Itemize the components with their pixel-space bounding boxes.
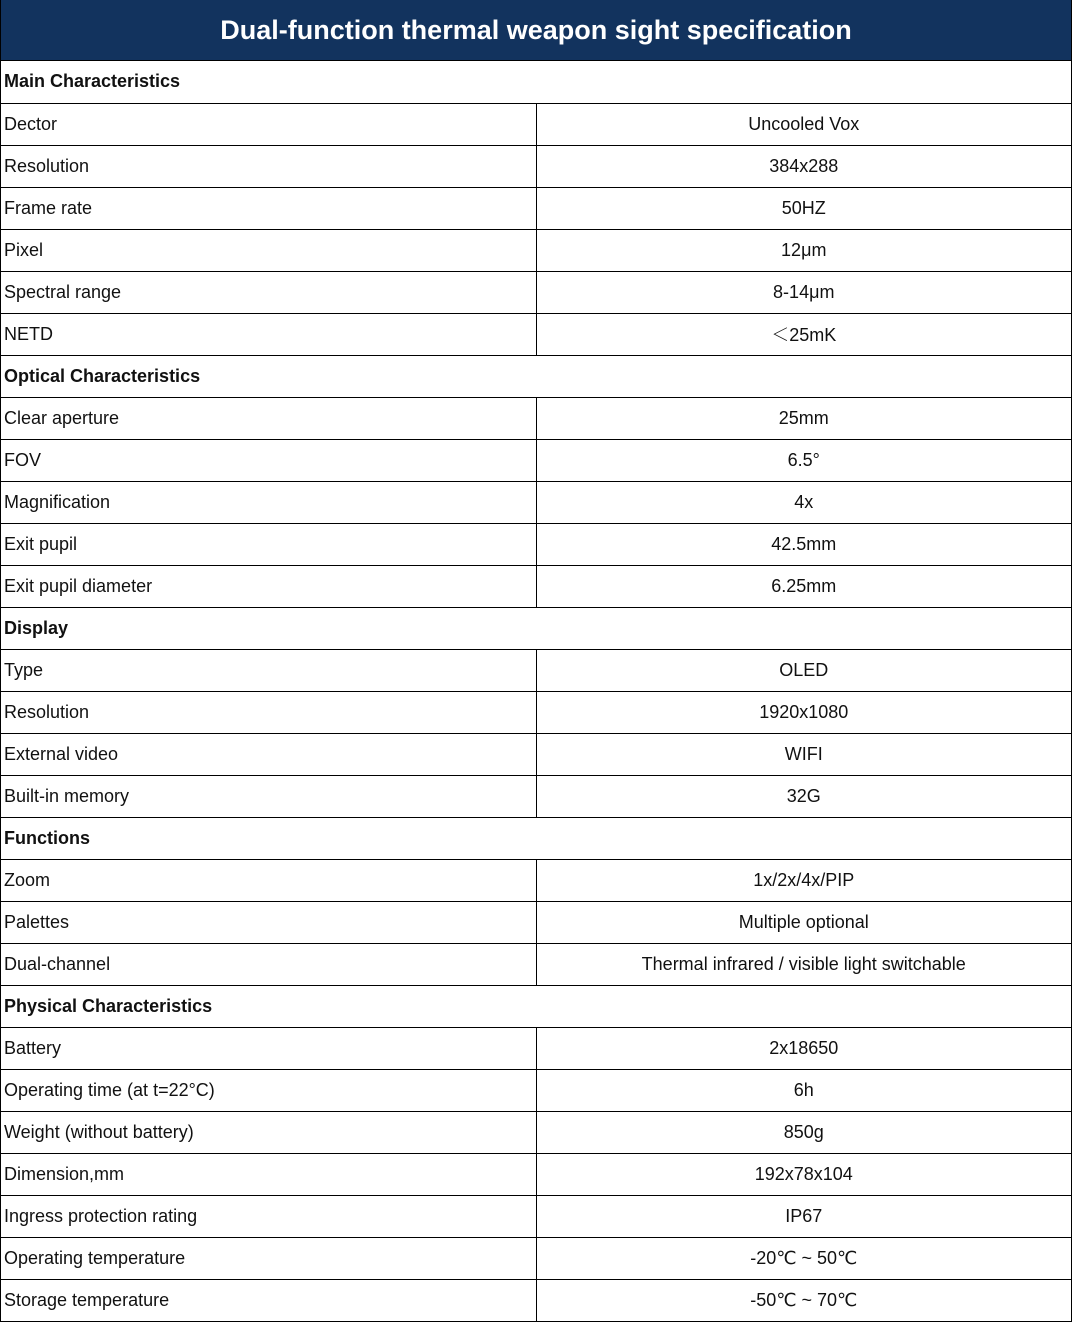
spec-row — [1, 565, 1071, 607]
section-header-row — [1, 607, 1071, 649]
section-heading: Main Characteristics — [1, 61, 1071, 103]
spec-label: Operating temperature — [1, 1237, 536, 1279]
spec-row — [1, 1195, 1071, 1237]
spec-label: Dector — [1, 103, 536, 145]
spec-value: 4x — [536, 481, 1071, 523]
spec-label: Dimension,mm — [1, 1153, 536, 1195]
spec-label: Type — [1, 649, 536, 691]
spec-row — [1, 901, 1071, 943]
section-heading: Optical Characteristics — [1, 355, 1071, 397]
spec-label: Storage temperature — [1, 1279, 536, 1321]
spec-value: Thermal infrared / visible light switchable — [536, 943, 1071, 985]
spec-row — [1, 313, 1071, 355]
spec-row — [1, 1027, 1071, 1069]
spec-row — [1, 439, 1071, 481]
spec-label: Resolution — [1, 691, 536, 733]
spec-label: Ingress protection rating — [1, 1195, 536, 1237]
section-header-row — [1, 355, 1071, 397]
spec-label: Weight (without battery) — [1, 1111, 536, 1153]
spec-label: Built-in memory — [1, 775, 536, 817]
spec-value: 1x/2x/4x/PIP — [536, 859, 1071, 901]
page-title: Dual-function thermal weapon sight specification — [1, 0, 1071, 61]
spec-label: Pixel — [1, 229, 536, 271]
spec-value: 2x18650 — [536, 1027, 1071, 1069]
spec-value: 1920x1080 — [536, 691, 1071, 733]
spec-label: Exit pupil — [1, 523, 536, 565]
spec-value: OLED — [536, 649, 1071, 691]
spec-row — [1, 691, 1071, 733]
spec-row — [1, 733, 1071, 775]
spec-row — [1, 1111, 1071, 1153]
spec-row — [1, 775, 1071, 817]
section-heading: Display — [1, 607, 1071, 649]
spec-value: 12μm — [536, 229, 1071, 271]
spec-label: Exit pupil diameter — [1, 565, 536, 607]
spec-row — [1, 1153, 1071, 1195]
spec-label: Zoom — [1, 859, 536, 901]
spec-row — [1, 523, 1071, 565]
spec-value: 25mm — [536, 397, 1071, 439]
spec-value: 384x288 — [536, 145, 1071, 187]
spec-row — [1, 943, 1071, 985]
section-header-row — [1, 61, 1071, 103]
spec-value: 32G — [536, 775, 1071, 817]
section-header-row — [1, 985, 1071, 1027]
spec-value: -20℃ ~ 50℃ — [536, 1237, 1071, 1279]
spec-row — [1, 1069, 1071, 1111]
spec-row — [1, 649, 1071, 691]
spec-label: Spectral range — [1, 271, 536, 313]
spec-row — [1, 1237, 1071, 1279]
spec-label: NETD — [1, 313, 536, 355]
spec-table-body — [1, 61, 1071, 1321]
spec-value: 6.25mm — [536, 565, 1071, 607]
spec-label: Palettes — [1, 901, 536, 943]
spec-value: 850g — [536, 1111, 1071, 1153]
spec-value: 8-14μm — [536, 271, 1071, 313]
spec-value: -50℃ ~ 70℃ — [750, 1289, 858, 1310]
spec-row — [1, 859, 1071, 901]
spec-label: Dual-channel — [1, 943, 536, 985]
spec-value: 50HZ — [536, 187, 1071, 229]
spec-label: Resolution — [1, 145, 536, 187]
spec-label: Operating time (at t=22°C) — [1, 1069, 536, 1111]
spec-value: 192x78x104 — [536, 1153, 1071, 1195]
spec-label: FOV — [1, 439, 536, 481]
spec-row — [1, 187, 1071, 229]
spec-value: ＜25mK — [536, 313, 1071, 355]
spec-label: Magnification — [1, 481, 536, 523]
spec-row — [1, 1279, 1071, 1321]
spec-row — [1, 103, 1071, 145]
spec-row — [1, 229, 1071, 271]
spec-value: 42.5mm — [536, 523, 1071, 565]
spec-table — [1, 61, 1071, 1321]
spec-value: Multiple optional — [536, 901, 1071, 943]
spec-row — [1, 481, 1071, 523]
spec-row — [1, 397, 1071, 439]
spec-value: 6h — [536, 1069, 1071, 1111]
section-heading: Physical Characteristics — [1, 985, 1071, 1027]
section-heading: Functions — [1, 817, 1071, 859]
spec-value: Uncooled Vox — [536, 103, 1071, 145]
spec-row — [1, 145, 1071, 187]
spec-label: Frame rate — [1, 187, 536, 229]
spec-row — [1, 271, 1071, 313]
spec-label: External video — [1, 733, 536, 775]
spec-value: 6.5° — [536, 439, 1071, 481]
section-header-row — [1, 817, 1071, 859]
spec-value: WIFI — [536, 733, 1071, 775]
spec-label: Battery — [1, 1027, 536, 1069]
spec-label: Clear aperture — [1, 397, 536, 439]
spec-value: IP67 — [536, 1195, 1071, 1237]
